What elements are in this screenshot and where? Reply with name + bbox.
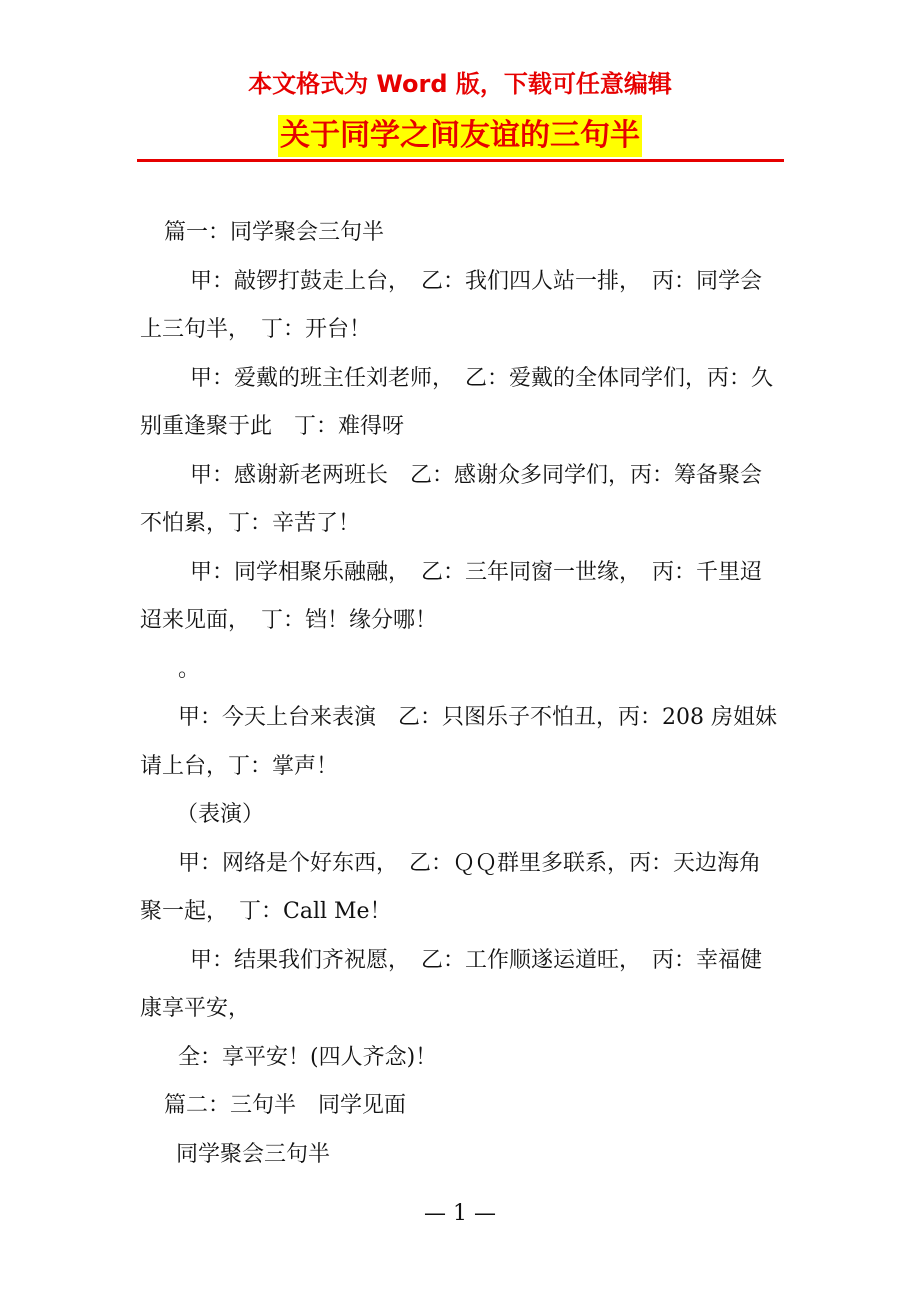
paragraph: 甲：敲锣打鼓走上台， 乙：我们四人站一排， 丙：同学会上三句半， 丁：开台！	[140, 268, 763, 342]
title-divider	[137, 159, 784, 162]
page-number: — 1 —	[424, 1201, 496, 1226]
paragraph: 甲：爱戴的班主任刘老师， 乙：爱戴的全体同学们，丙：久别重逢聚于此 丁：难得呀	[140, 365, 774, 439]
paragraph: 。	[178, 656, 201, 682]
section-heading-1: 篇一：同学聚会三句半	[164, 220, 385, 245]
paragraph: 同学聚会三句半	[176, 1141, 331, 1167]
paragraph: 甲：网络是个好东西， 乙：ＱＱ群里多联系，丙：天边海角聚一起， 丁：Call Me！	[140, 850, 762, 924]
title-container	[0, 115, 920, 157]
paragraph: 甲：感谢新老两班长 乙：感谢众多同学们，丙：筹备聚会不怕累，丁：辛苦了！	[140, 462, 763, 536]
paragraph: 全：享平安！(四人齐念)！	[178, 1044, 438, 1070]
format-notice: 本文格式为 Word 版，下载可任意编辑	[248, 70, 672, 98]
paragraph: （表演）	[176, 802, 265, 827]
paragraph: 甲：今天上台来表演 乙：只图乐子不怕丑，丙：208 房姐妹请上台，丁：掌声！	[140, 705, 777, 779]
paragraph: 甲：结果我们齐祝愿， 乙：工作顺遂运道旺， 丙：幸福健康享平安，	[140, 947, 763, 1021]
paragraph: 甲：同学相聚乐融融， 乙：三年同窗一世缘， 丙：千里迢迢来见面， 丁：铛！缘分哪！	[140, 559, 763, 633]
document-body	[140, 209, 782, 1179]
document-title: 关于同学之间友谊的三句半	[278, 115, 642, 157]
section-heading-2: 篇二：三句半 同学见面	[164, 1093, 407, 1118]
